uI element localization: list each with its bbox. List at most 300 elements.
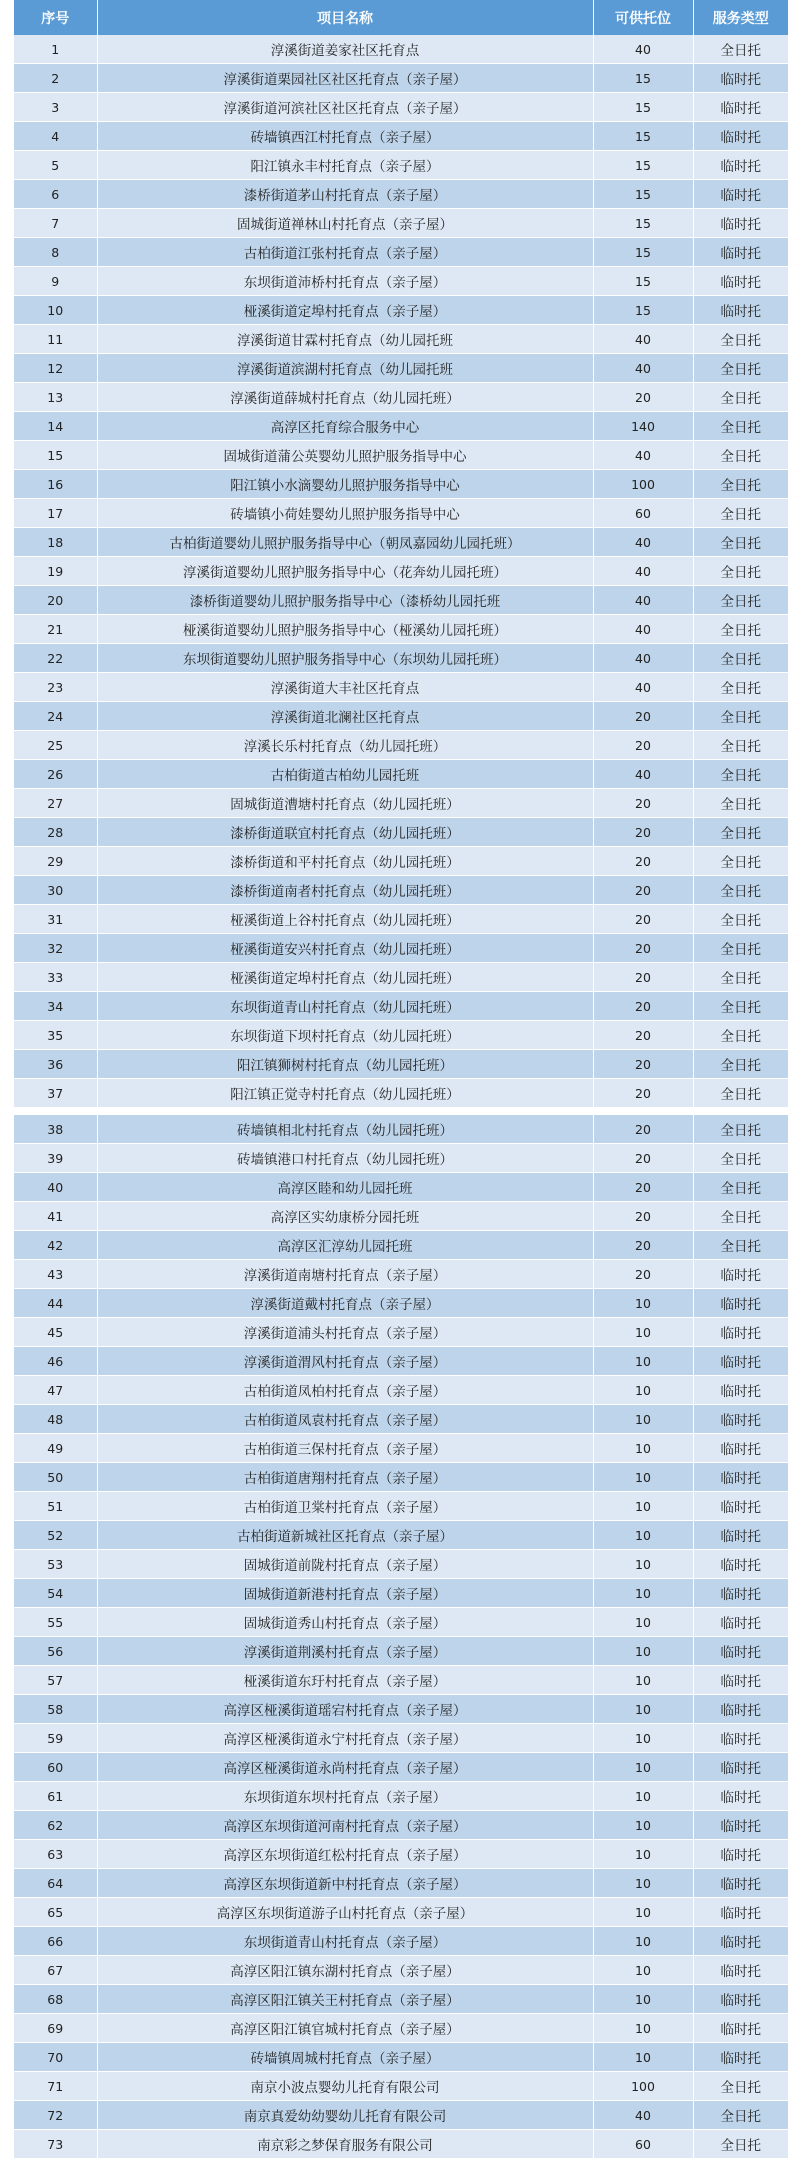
table-row [14,383,788,412]
cell-service-type: 全日托 [693,905,788,934]
cell-index: 36 [14,1050,97,1079]
cell-project-name: 砖墙镇相北村托育点（幼儿园托班） [97,1115,593,1144]
cell-capacity: 20 [593,1115,693,1144]
cell-service-type: 临时托 [693,1753,788,1782]
cell-index: 8 [14,238,97,267]
cell-capacity: 15 [593,180,693,209]
cell-project-name: 淳溪街道姜家社区托育点 [97,35,593,64]
cell-index: 67 [14,1956,97,1985]
cell-project-name: 高淳区实幼康桥分园托班 [97,1202,593,1231]
cell-project-name: 高淳区东坝街道河南村托育点（亲子屋） [97,1811,593,1840]
cell-project-name: 淳溪街道渭风村托育点（亲子屋） [97,1347,593,1376]
cell-capacity: 20 [593,934,693,963]
table-row [14,615,788,644]
cell-project-name: 桠溪街道东玗村托育点（亲子屋） [97,1666,593,1695]
cell-service-type: 临时托 [693,1376,788,1405]
table-row [14,267,788,296]
cell-service-type: 全日托 [693,1231,788,1260]
cell-capacity: 20 [593,905,693,934]
table-row [14,354,788,383]
cell-project-name: 漆桥街道南者村托育点（幼儿园托班） [97,876,593,905]
cell-index: 5 [14,151,97,180]
table-row [14,1666,788,1695]
cell-service-type: 全日托 [693,325,788,354]
header-row [14,0,788,35]
cell-service-type: 全日托 [693,1202,788,1231]
cell-index: 72 [14,2101,97,2130]
table-row [14,296,788,325]
cell-capacity: 40 [593,441,693,470]
cell-capacity: 20 [593,383,693,412]
cell-service-type: 全日托 [693,499,788,528]
cell-service-type: 临时托 [693,1927,788,1956]
cell-service-type: 全日托 [693,702,788,731]
cell-project-name: 南京小波点婴幼儿托育有限公司 [97,2072,593,2101]
cell-index: 28 [14,818,97,847]
table-row [14,1637,788,1666]
cell-project-name: 古柏街道新城社区托育点（亲子屋） [97,1521,593,1550]
table-header [14,0,788,35]
cell-project-name: 古柏街道凤袁村托育点（亲子屋） [97,1405,593,1434]
cell-project-name: 东坝街道青山村托育点（亲子屋） [97,1927,593,1956]
cell-index: 1 [14,35,97,64]
table-row [14,1050,788,1079]
table-row [14,1376,788,1405]
cell-project-name: 古柏街道江张村托育点（亲子屋） [97,238,593,267]
cell-service-type: 全日托 [693,760,788,789]
cell-service-type: 全日托 [693,644,788,673]
cell-service-type: 全日托 [693,528,788,557]
cell-service-type: 全日托 [693,557,788,586]
cell-project-name: 淳溪街道浦头村托育点（亲子屋） [97,1318,593,1347]
cell-project-name: 漆桥街道联宜村托育点（幼儿园托班） [97,818,593,847]
table-row [14,2043,788,2072]
cell-service-type: 临时托 [693,2014,788,2043]
cell-capacity: 40 [593,528,693,557]
cell-index: 38 [14,1115,97,1144]
cell-index: 40 [14,1173,97,1202]
cell-service-type: 临时托 [693,267,788,296]
cell-project-name: 东坝街道青山村托育点（幼儿园托班） [97,992,593,1021]
cell-service-type: 全日托 [693,615,788,644]
cell-index: 7 [14,209,97,238]
table-row [14,2014,788,2043]
section-gap [14,1108,788,1116]
cell-capacity: 10 [593,1811,693,1840]
cell-capacity: 20 [593,963,693,992]
cell-service-type: 临时托 [693,93,788,122]
cell-capacity: 40 [593,615,693,644]
cell-capacity: 10 [593,1434,693,1463]
cell-service-type: 全日托 [693,963,788,992]
cell-service-type: 临时托 [693,1666,788,1695]
cell-service-type: 临时托 [693,296,788,325]
cell-index: 32 [14,934,97,963]
cell-capacity: 10 [593,2043,693,2072]
table-row [14,818,788,847]
cell-service-type: 临时托 [693,122,788,151]
cell-service-type: 全日托 [693,2130,788,2159]
table-row [14,963,788,992]
table-row [14,209,788,238]
cell-service-type: 临时托 [693,1405,788,1434]
cell-service-type: 全日托 [693,847,788,876]
cell-index: 20 [14,586,97,615]
cell-service-type: 临时托 [693,1811,788,1840]
cell-index: 29 [14,847,97,876]
cell-index: 46 [14,1347,97,1376]
cell-project-name: 高淳区桠溪街道永尚村托育点（亲子屋） [97,1753,593,1782]
cell-project-name: 淳溪街道甘霖村托育点（幼儿园托班 [97,325,593,354]
table-row [14,1724,788,1753]
cell-capacity: 15 [593,122,693,151]
cell-index: 52 [14,1521,97,1550]
cell-project-name: 东坝街道婴幼儿照护服务指导中心（东坝幼儿园托班） [97,644,593,673]
cell-service-type: 临时托 [693,1318,788,1347]
table-row [14,1608,788,1637]
table-row [14,1289,788,1318]
cell-project-name: 古柏街道卫棠村托育点（亲子屋） [97,1492,593,1521]
cell-project-name: 桠溪街道定埠村托育点（亲子屋） [97,296,593,325]
cell-capacity: 20 [593,818,693,847]
cell-project-name: 淳溪街道南塘村托育点（亲子屋） [97,1260,593,1289]
table-row [14,673,788,702]
cell-project-name: 固城街道禅林山村托育点（亲子屋） [97,209,593,238]
table-row [14,1521,788,1550]
cell-service-type: 临时托 [693,1579,788,1608]
cell-index: 25 [14,731,97,760]
cell-service-type: 临时托 [693,1724,788,1753]
cell-project-name: 砖墙镇小荷娃婴幼儿照护服务指导中心 [97,499,593,528]
cell-capacity: 20 [593,847,693,876]
cell-service-type: 全日托 [693,1050,788,1079]
cell-service-type: 全日托 [693,1115,788,1144]
cell-index: 57 [14,1666,97,1695]
cell-capacity: 10 [593,1753,693,1782]
header-index: 序号 [14,0,97,35]
cell-index: 61 [14,1782,97,1811]
cell-project-name: 阳江镇正觉寺村托育点（幼儿园托班） [97,1079,593,1108]
cell-index: 48 [14,1405,97,1434]
table-row [14,992,788,1021]
cell-project-name: 阳江镇永丰村托育点（亲子屋） [97,151,593,180]
cell-project-name: 阳江镇狮树村托育点（幼儿园托班） [97,1050,593,1079]
cell-capacity: 10 [593,1927,693,1956]
cell-capacity: 20 [593,1260,693,1289]
cell-service-type: 临时托 [693,180,788,209]
cell-index: 50 [14,1463,97,1492]
cell-index: 17 [14,499,97,528]
cell-project-name: 东坝街道下坝村托育点（幼儿园托班） [97,1021,593,1050]
cell-project-name: 漆桥街道茅山村托育点（亲子屋） [97,180,593,209]
cell-capacity: 40 [593,2101,693,2130]
cell-project-name: 淳溪街道大丰社区托育点 [97,673,593,702]
cell-project-name: 高淳区阳江镇官城村托育点（亲子屋） [97,2014,593,2043]
table-row [14,847,788,876]
cell-capacity: 40 [593,35,693,64]
cell-index: 9 [14,267,97,296]
cell-index: 66 [14,1927,97,1956]
cell-service-type: 临时托 [693,1637,788,1666]
cell-service-type: 全日托 [693,673,788,702]
cell-capacity: 60 [593,2130,693,2159]
cell-capacity: 20 [593,789,693,818]
cell-service-type: 全日托 [693,2072,788,2101]
cell-capacity: 10 [593,1637,693,1666]
header-service-type: 服务类型 [693,0,788,35]
table-row [14,934,788,963]
cell-index: 47 [14,1376,97,1405]
cell-project-name: 古柏街道古柏幼儿园托班 [97,760,593,789]
table-row [14,644,788,673]
cell-project-name: 淳溪街道滨湖村托育点（幼儿园托班 [97,354,593,383]
cell-service-type: 临时托 [693,1463,788,1492]
cell-service-type: 全日托 [693,586,788,615]
cell-capacity: 15 [593,151,693,180]
cell-capacity: 10 [593,1956,693,1985]
table-row [14,441,788,470]
table-row [14,1079,788,1108]
table-row [14,64,788,93]
cell-project-name: 高淳区桠溪街道永宁村托育点（亲子屋） [97,1724,593,1753]
cell-capacity: 10 [593,1666,693,1695]
cell-service-type: 临时托 [693,238,788,267]
cell-index: 4 [14,122,97,151]
cell-service-type: 全日托 [693,1144,788,1173]
cell-service-type: 全日托 [693,876,788,905]
cell-capacity: 20 [593,1231,693,1260]
cell-capacity: 10 [593,2014,693,2043]
cell-project-name: 淳溪长乐村托育点（幼儿园托班） [97,731,593,760]
table-row [14,2130,788,2159]
cell-capacity: 40 [593,354,693,383]
cell-service-type: 临时托 [693,1869,788,1898]
table-row [14,1347,788,1376]
table-row [14,1579,788,1608]
cell-capacity: 10 [593,1724,693,1753]
cell-capacity: 10 [593,1550,693,1579]
table-row [14,1898,788,1927]
cell-index: 39 [14,1144,97,1173]
table-row [14,1434,788,1463]
cell-index: 58 [14,1695,97,1724]
cell-index: 33 [14,963,97,992]
cell-project-name: 古柏街道唐翔村托育点（亲子屋） [97,1463,593,1492]
table-row [14,470,788,499]
cell-service-type: 临时托 [693,1782,788,1811]
table-row [14,151,788,180]
table-row [14,731,788,760]
table-row [14,702,788,731]
table-row [14,499,788,528]
cell-project-name: 高淳区桠溪街道瑶宕村托育点（亲子屋） [97,1695,593,1724]
table-row [14,1956,788,1985]
cell-service-type: 临时托 [693,1492,788,1521]
table-row [14,760,788,789]
cell-capacity: 20 [593,1050,693,1079]
cell-project-name: 砖墙镇西江村托育点（亲子屋） [97,122,593,151]
cell-index: 19 [14,557,97,586]
cell-index: 10 [14,296,97,325]
cell-index: 73 [14,2130,97,2159]
cell-index: 60 [14,1753,97,1782]
cell-capacity: 140 [593,412,693,441]
cell-project-name: 固城街道蒲公英婴幼儿照护服务指导中心 [97,441,593,470]
table-row [14,1463,788,1492]
cell-index: 14 [14,412,97,441]
cell-index: 49 [14,1434,97,1463]
cell-service-type: 全日托 [693,1021,788,1050]
cell-project-name: 淳溪街道栗园社区社区托育点（亲子屋） [97,64,593,93]
cell-project-name: 淳溪街道北澜社区托育点 [97,702,593,731]
cell-service-type: 临时托 [693,1347,788,1376]
cell-capacity: 20 [593,731,693,760]
cell-index: 2 [14,64,97,93]
table-row [14,1021,788,1050]
cell-project-name: 古柏街道凤柏村托育点（亲子屋） [97,1376,593,1405]
cell-capacity: 15 [593,209,693,238]
table-row [14,1231,788,1260]
cell-service-type: 临时托 [693,1608,788,1637]
cell-capacity: 10 [593,1347,693,1376]
header-capacity: 可供托位 [593,0,693,35]
cell-service-type: 临时托 [693,1550,788,1579]
cell-capacity: 100 [593,470,693,499]
cell-project-name: 高淳区东坝街道游子山村托育点（亲子屋） [97,1898,593,1927]
table-row [14,1144,788,1173]
cell-index: 3 [14,93,97,122]
cell-service-type: 全日托 [693,354,788,383]
cell-index: 64 [14,1869,97,1898]
cell-index: 35 [14,1021,97,1050]
cell-capacity: 40 [593,644,693,673]
cell-project-name: 砖墙镇周城村托育点（亲子屋） [97,2043,593,2072]
cell-project-name: 淳溪街道婴幼儿照护服务指导中心（花奔幼儿园托班） [97,557,593,586]
cell-index: 15 [14,441,97,470]
table-row [14,1260,788,1289]
cell-index: 65 [14,1898,97,1927]
cell-capacity: 20 [593,1021,693,1050]
cell-project-name: 高淳区睦和幼儿园托班 [97,1173,593,1202]
table-row [14,1927,788,1956]
cell-project-name: 固城街道秀山村托育点（亲子屋） [97,1608,593,1637]
cell-index: 45 [14,1318,97,1347]
cell-index: 41 [14,1202,97,1231]
cell-service-type: 全日托 [693,818,788,847]
cell-service-type: 全日托 [693,470,788,499]
cell-capacity: 10 [593,1289,693,1318]
cell-index: 68 [14,1985,97,2014]
table-row [14,586,788,615]
cell-index: 13 [14,383,97,412]
cell-service-type: 临时托 [693,209,788,238]
cell-capacity: 60 [593,499,693,528]
cell-capacity: 10 [593,1318,693,1347]
cell-project-name: 砖墙镇港口村托育点（幼儿园托班） [97,1144,593,1173]
cell-project-name: 固城街道漕塘村托育点（幼儿园托班） [97,789,593,818]
table-row [14,905,788,934]
cell-capacity: 15 [593,238,693,267]
cell-capacity: 10 [593,1898,693,1927]
cell-capacity: 10 [593,1695,693,1724]
cell-capacity: 20 [593,1144,693,1173]
cell-index: 27 [14,789,97,818]
cell-project-name: 南京真爱幼幼婴幼儿托育有限公司 [97,2101,593,2130]
cell-project-name: 固城街道前陇村托育点（亲子屋） [97,1550,593,1579]
header-project-name: 项目名称 [97,0,593,35]
table-row [14,1492,788,1521]
cell-project-name: 古柏街道婴幼儿照护服务指导中心（朝凤嘉园幼儿园托班） [97,528,593,557]
cell-project-name: 淳溪街道河滨社区社区托育点（亲子屋） [97,93,593,122]
cell-index: 37 [14,1079,97,1108]
cell-capacity: 10 [593,1376,693,1405]
cell-capacity: 40 [593,760,693,789]
cell-project-name: 高淳区东坝街道新中村托育点（亲子屋） [97,1869,593,1898]
cell-capacity: 15 [593,296,693,325]
cell-capacity: 40 [593,586,693,615]
cell-capacity: 10 [593,1405,693,1434]
table-row [14,1115,788,1144]
cell-project-name: 桠溪街道上谷村托育点（幼儿园托班） [97,905,593,934]
cell-service-type: 临时托 [693,1985,788,2014]
cell-project-name: 漆桥街道和平村托育点（幼儿园托班） [97,847,593,876]
cell-service-type: 全日托 [693,35,788,64]
table-row [14,1695,788,1724]
cell-index: 26 [14,760,97,789]
cell-index: 12 [14,354,97,383]
cell-project-name: 高淳区阳江镇东湖村托育点（亲子屋） [97,1956,593,1985]
cell-project-name: 淳溪街道荆溪村托育点（亲子屋） [97,1637,593,1666]
cell-index: 56 [14,1637,97,1666]
cell-service-type: 全日托 [693,383,788,412]
cell-index: 53 [14,1550,97,1579]
table-row [14,93,788,122]
cell-project-name: 高淳区汇淳幼儿园托班 [97,1231,593,1260]
cell-index: 69 [14,2014,97,2043]
cell-service-type: 全日托 [693,441,788,470]
cell-index: 71 [14,2072,97,2101]
cell-service-type: 全日托 [693,731,788,760]
cell-capacity: 10 [593,1985,693,2014]
cell-capacity: 20 [593,1079,693,1108]
table-row [14,789,788,818]
cell-capacity: 15 [593,267,693,296]
cell-project-name: 南京彩之梦保育服务有限公司 [97,2130,593,2159]
table-row [14,1840,788,1869]
cell-service-type: 全日托 [693,789,788,818]
cell-service-type: 临时托 [693,2043,788,2072]
cell-index: 62 [14,1811,97,1840]
cell-index: 21 [14,615,97,644]
cell-project-name: 高淳区东坝街道红松村托育点（亲子屋） [97,1840,593,1869]
cell-capacity: 10 [593,1840,693,1869]
cell-index: 30 [14,876,97,905]
cell-capacity: 10 [593,1492,693,1521]
cell-capacity: 100 [593,2072,693,2101]
cell-capacity: 20 [593,702,693,731]
cell-project-name: 阳江镇小水滴婴幼儿照护服务指导中心 [97,470,593,499]
table-row [14,876,788,905]
table-row [14,528,788,557]
table-row [14,122,788,151]
cell-capacity: 40 [593,557,693,586]
cell-project-name: 淳溪街道戴村托育点（亲子屋） [97,1289,593,1318]
cell-capacity: 20 [593,1202,693,1231]
table-row [14,1173,788,1202]
cell-capacity: 20 [593,876,693,905]
cell-service-type: 临时托 [693,1695,788,1724]
cell-index: 51 [14,1492,97,1521]
